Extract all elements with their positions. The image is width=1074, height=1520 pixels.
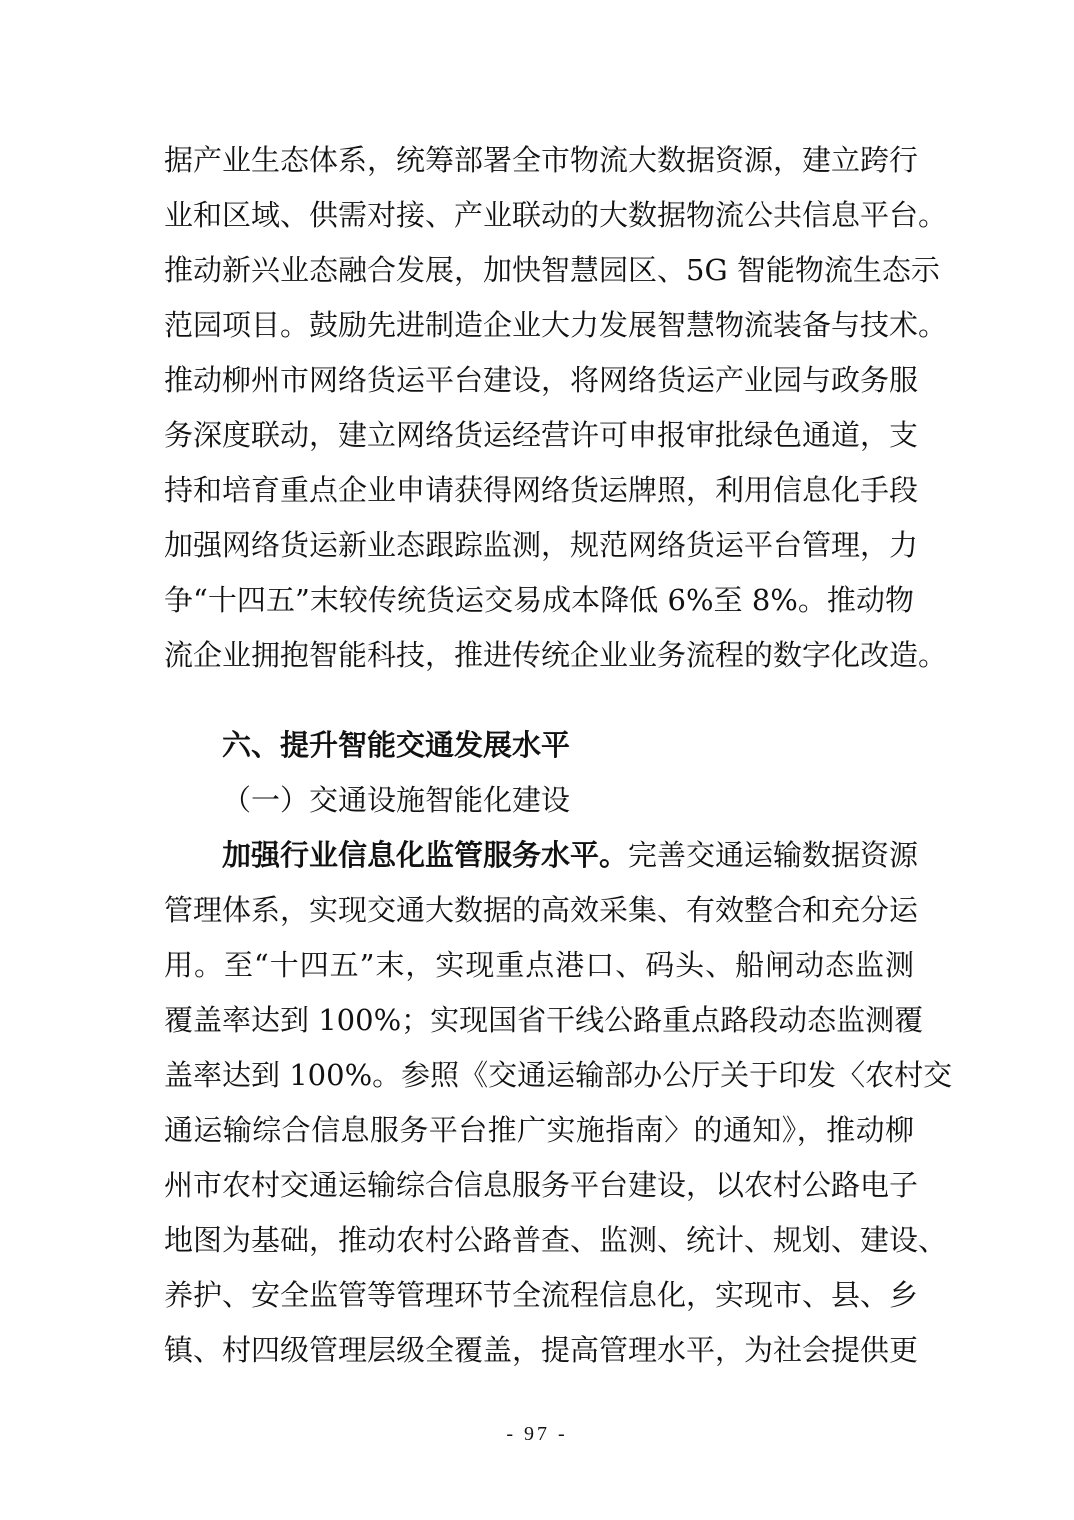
bold-lead-text: 加强行业信息化监管服务水平。 [222, 838, 629, 872]
paragraph-line: 争“十四五”末较传统货运交易成本降低 6%至 8%。推动物 [164, 583, 914, 617]
paragraph-line: 用。至“十四五”末，实现重点港口、码头、船闸动态监测 [164, 948, 914, 982]
paragraph-line: 养护、安全监管等管理环节全流程信息化，实现市、县、乡 [164, 1278, 919, 1312]
paragraph-first-line [222, 835, 919, 875]
paragraph-line: 业和区域、供需对接、产业联动的大数据物流公共信息平台。 [164, 198, 948, 232]
section-heading: 六、提升智能交通发展水平 [222, 728, 571, 762]
paragraph-line: 持和培育重点企业申请获得网络货运牌照，利用信息化手段 [164, 473, 919, 507]
paragraph-line: 流企业拥抱智能科技，推进传统企业业务流程的数字化改造。 [164, 638, 948, 672]
paragraph-line: 加强网络货运新业态跟踪监测，规范网络货运平台管理，力 [164, 528, 919, 562]
paragraph-line: 通运输综合信息服务平台推广实施指南〉的通知》，推动柳 [164, 1113, 914, 1147]
paragraph-line: 地图为基础，推动农村公路普查、监测、统计、规划、建设、 [164, 1223, 948, 1257]
paragraph-line: 覆盖率达到 100%；实现国省干线公路重点路段动态监测覆 [164, 1003, 924, 1037]
lead-rest-text: 完善交通运输数据资源 [628, 838, 919, 872]
paragraph-line: 务深度联动，建立网络货运经营许可申报审批绿色通道，支 [164, 418, 919, 452]
paragraph-line: 镇、村四级管理层级全覆盖，提高管理水平，为社会提供更 [164, 1333, 919, 1367]
paragraph-line: 据产业生态体系，统筹部署全市物流大数据资源，建立跨行 [164, 143, 919, 177]
paragraph-line: 盖率达到 100%。参照《交通运输部办公厅关于印发〈农村交 [164, 1058, 953, 1092]
paragraph-line: 范园项目。鼓励先进制造企业大力发展智慧物流装备与技术。 [164, 308, 948, 342]
paragraph-line: 推动柳州市网络货运平台建设，将网络货运产业园与政务服 [164, 363, 919, 397]
paragraph-line: 州市农村交通运输综合信息服务平台建设，以农村公路电子 [164, 1168, 919, 1202]
subsection-heading: （一）交通设施智能化建设 [222, 783, 571, 817]
paragraph-line: 推动新兴业态融合发展，加快智慧园区、5G 智能物流生态示 [164, 253, 940, 287]
page-number: - 97 - [506, 1423, 568, 1445]
paragraph-line: 管理体系，实现交通大数据的高效采集、有效整合和充分运 [164, 893, 919, 927]
